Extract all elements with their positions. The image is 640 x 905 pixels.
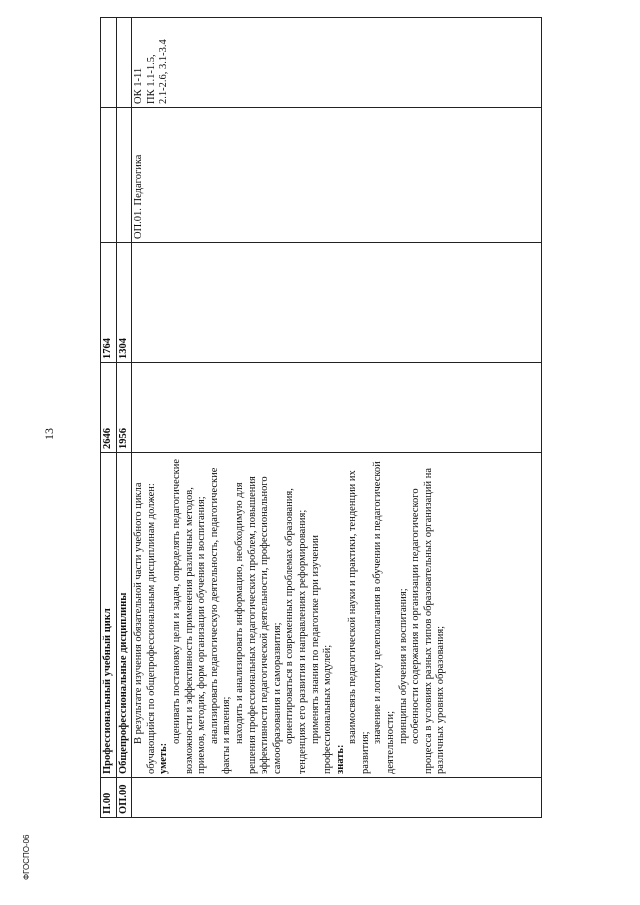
table-row	[101, 18, 117, 818]
cell-max-load: 2646	[101, 363, 117, 453]
umet-item: находить и анализировать информацию, необходимую для решения профессиональных педагогических проблем, повышения эффективности педагогической деятельности, профессионального самообразования и саморазвития;	[233, 476, 283, 774]
intro-text: В результате изучения обязательной части учебного цикла обучающийся по общепрофессиональным дисциплинам должен:	[133, 482, 157, 774]
umet-item: применять знания по педагогике при изучении профессиональных модулей;	[309, 534, 334, 774]
page-number: 13	[42, 428, 56, 440]
curriculum-table	[100, 17, 542, 818]
umet-item: анализировать педагогическую деятельность, педагогические факты и явления;	[208, 467, 233, 774]
znat-item: значение и логику целеполагания в обучении и педагогической деятельности;	[372, 461, 397, 774]
rotated-table-page	[100, 18, 572, 818]
cell-description	[132, 453, 542, 778]
cell-mandatory	[132, 243, 542, 363]
table-row	[116, 18, 132, 818]
cell-code	[132, 778, 542, 818]
cell-max-load	[132, 363, 542, 453]
competency-line: ПК 1.1-1.5,	[145, 54, 157, 104]
cell-competencies	[132, 18, 542, 108]
umet-item: ориентироваться в современных проблемах образования, тенденциях его развития и направлениях реформирования;	[284, 488, 308, 774]
competency-line: ОК 1-11	[133, 67, 145, 104]
cell-discipline	[101, 108, 117, 243]
cell-code: П.00	[101, 778, 117, 818]
znat-label: знать:	[334, 744, 346, 774]
cell-code: ОП.00	[116, 778, 132, 818]
znat-item: принципы обучения и воспитания;	[397, 588, 409, 744]
table-row	[132, 18, 542, 818]
umet-item: оценивать постановку цели и задач, определять педагогические возможности и эффективность применения различных методов, приемов, методик, форм организации обучения и воспитания;	[170, 458, 208, 774]
cell-name: Профессиональный учебный цикл	[101, 453, 117, 778]
cell-name: Общепрофессиональные дисциплины	[116, 453, 132, 778]
umet-label: уметь:	[158, 742, 170, 774]
znat-item: взаимосвязь педагогической науки и практики, тенденции их развития;	[347, 470, 371, 774]
cell-mandatory: 1764	[101, 243, 117, 363]
cell-discipline	[116, 108, 132, 243]
cell-discipline: ОП.01. Педагогика	[132, 108, 542, 243]
competency-line: 2.1-2.6, 3.1-3.4	[158, 39, 170, 104]
cell-max-load: 1956	[116, 363, 132, 453]
znat-item: особенности содержания и организации педагогического процесса в условиях разных типов образовательных организаций на различных уровнях образования;	[410, 467, 447, 774]
cell-mandatory: 1304	[116, 243, 132, 363]
cell-competencies	[116, 18, 132, 108]
footer-code: ФГОСПО-06	[22, 834, 31, 880]
cell-competencies	[101, 18, 117, 108]
